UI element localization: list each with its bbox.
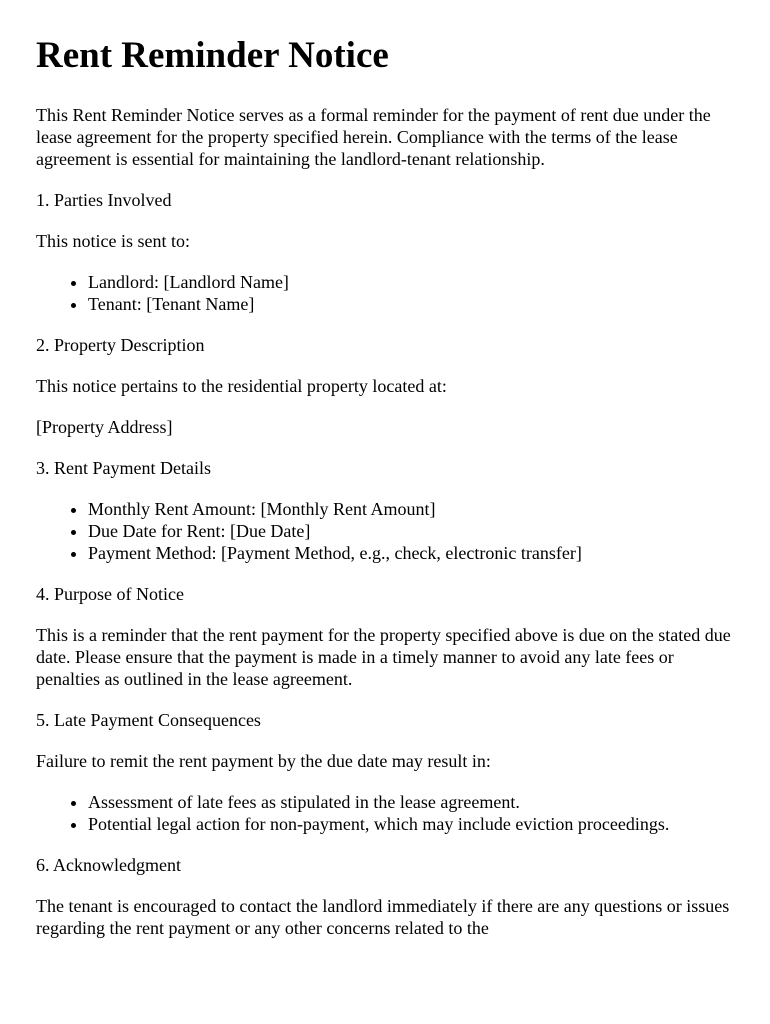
section-heading-purpose: 4. Purpose of Notice <box>36 584 184 604</box>
purpose-text: This is a reminder that the rent payment for the property specified above is due on the stated due date. Please ensure that the payment is made in a timely manner to avoid any late fees or penalties as outlined in the lease agreement. <box>36 625 731 689</box>
list-item: • Monthly Rent Amount: [Monthly Rent Amount] <box>88 498 736 520</box>
property-address: [Property Address] <box>36 417 173 437</box>
property-text: This notice pertains to the residential property located at: <box>36 376 447 396</box>
late-list <box>36 791 736 835</box>
intro-paragraph: This Rent Reminder Notice serves as a formal reminder for the payment of rent due under the lease agreement for the property specified herein. Compliance with the terms of the lease agreement is essential for maintaining the landlord-tenant relationship. <box>36 105 711 169</box>
list-item: • Assessment of late fees as stipulated in the lease agreement. <box>88 791 736 813</box>
list-item: • Potential legal action for non-payment, which may include eviction proceedings. <box>88 813 736 835</box>
parties-text: This notice is sent to: <box>36 231 190 251</box>
section-heading-payment: 3. Rent Payment Details <box>36 458 211 478</box>
list-item: • Landlord: [Landlord Name] <box>88 271 736 293</box>
acknowledgment-text: The tenant is encouraged to contact the landlord immediately if there are any questions or issues regarding the rent payment or any other concerns related to the <box>36 896 730 938</box>
section-heading-parties: 1. Parties Involved <box>36 190 172 210</box>
section-heading-acknowledgment: 6. Acknowledgment <box>36 855 181 875</box>
document-title: Rent Reminder Notice <box>36 35 389 76</box>
list-item: • Tenant: [Tenant Name] <box>88 293 736 315</box>
document-page <box>36 0 736 939</box>
late-text: Failure to remit the rent payment by the due date may result in: <box>36 751 491 771</box>
parties-list <box>36 271 736 315</box>
section-heading-late: 5. Late Payment Consequences <box>36 710 261 730</box>
list-item: • Payment Method: [Payment Method, e.g., check, electronic transfer] <box>88 542 736 564</box>
section-heading-property: 2. Property Description <box>36 335 205 355</box>
payment-list <box>36 498 736 564</box>
list-item: • Due Date for Rent: [Due Date] <box>88 520 736 542</box>
